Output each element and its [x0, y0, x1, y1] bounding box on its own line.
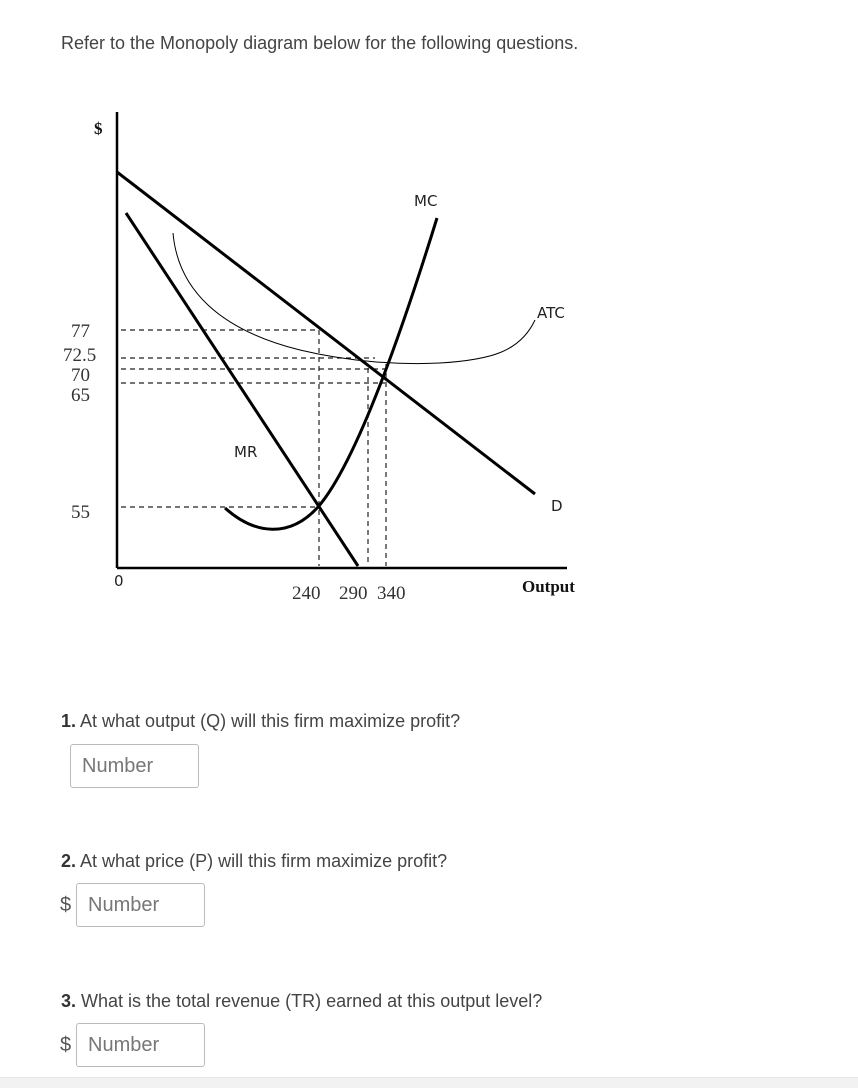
answer-2-input[interactable]	[76, 883, 205, 927]
question-3	[61, 991, 542, 1012]
question-1-number: 1.	[61, 711, 77, 731]
question-1	[61, 711, 460, 732]
d-label: D	[551, 497, 563, 515]
question-1-text: At what output (Q) will this firm maximize profit?	[80, 711, 461, 731]
question-2-text: At what price (P) will this firm maximize profit?	[80, 851, 448, 871]
answer-2	[60, 883, 205, 927]
question-2-number: 2.	[61, 851, 77, 871]
price-tick-70: 70	[71, 365, 90, 386]
question-3-text: What is the total revenue (TR) earned at this output level?	[81, 991, 543, 1011]
atc-curve	[173, 233, 535, 364]
intro-text: Refer to the Monopoly diagram below for the following questions.	[61, 33, 579, 53]
demand-curve	[117, 172, 535, 494]
quantity-tick-340: 340	[377, 583, 406, 604]
price-tick-55: 55	[71, 502, 90, 523]
bottom-bar	[0, 1077, 858, 1088]
x-axis-label: Output	[522, 577, 575, 596]
price-tick-65: 65	[71, 385, 90, 406]
price-tick-72-5: 72.5	[63, 345, 97, 366]
price-tick-77: 77	[71, 321, 90, 342]
answer-3-dollar-sign: $	[60, 1033, 72, 1056]
quantity-tick-290: 290	[339, 583, 368, 604]
quantity-tick-240: 240	[292, 583, 321, 604]
answer-1	[70, 744, 199, 788]
origin-label: 0	[114, 572, 124, 590]
answer-3	[60, 1023, 205, 1067]
answer-3-input[interactable]	[76, 1023, 205, 1067]
mr-label: MR	[234, 443, 258, 461]
question-3-number: 3.	[61, 991, 77, 1011]
answer-2-dollar-sign: $	[60, 893, 72, 916]
mc-label: MC	[414, 192, 438, 210]
mr-curve	[126, 213, 358, 566]
answer-1-input[interactable]	[70, 744, 199, 788]
atc-label: ATC	[537, 304, 565, 322]
y-axis-label: $	[94, 119, 103, 138]
question-2	[61, 851, 447, 872]
mc-curve	[225, 218, 437, 529]
